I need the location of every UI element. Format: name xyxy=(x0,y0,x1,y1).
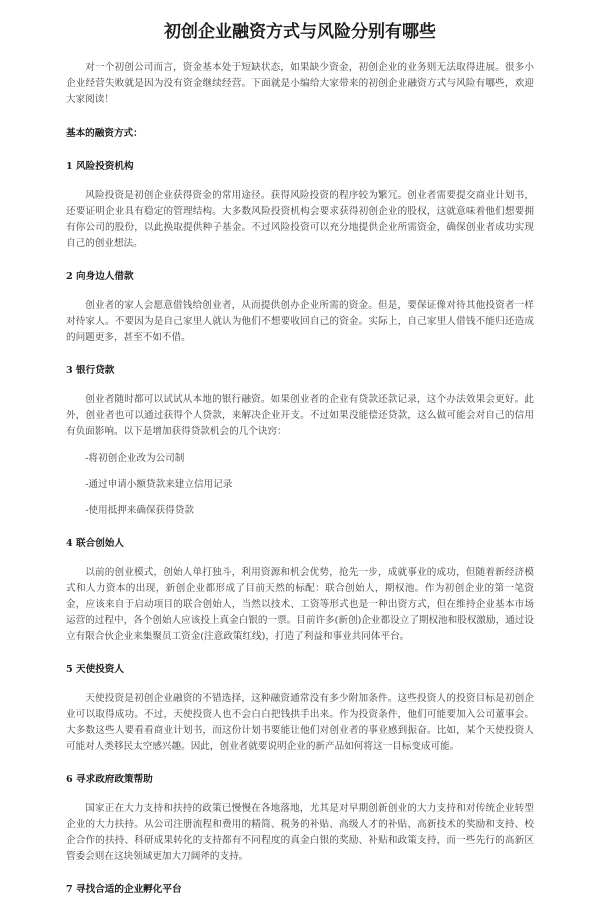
page-title: 初创企业融资方式与风险分别有哪些 xyxy=(164,22,436,42)
list-item: -将初创企业改为公司制 xyxy=(85,453,185,464)
section-co-founders xyxy=(66,536,534,645)
section-body: 天使投资是初创企业融资的不错选择，这种融资通常没有多少附加条件。这些投资人的投资目标是初创企业可以取得成功。不过，天使投资人也不会白白把钱拱手出来。作为投资条件，他们可能要加入公司董事会。大多数这些人要看看商业计划书，而这份计划书要能让他们对创业者的事业感到振奋。比如，某个天使投资人可能对人类移民太空感兴趣。因此，创业者就要说明企业的新产品如何将这一目标变成可能。 xyxy=(66,693,534,752)
section-heading: 3 银行贷款 xyxy=(66,365,115,376)
section-bank-loans xyxy=(66,363,534,519)
section-body: 创业者随时都可以试试从本地的银行融资。如果创业者的企业有贷款还款记录，这个办法效果会更好。此外，创业者也可以通过获得个人贷款，来解决企业开支。不过如果没能偿还贷款，这么做可能会对自己的信用有负面影响。以下是增加获得贷款机会的几个诀窍： xyxy=(66,394,534,437)
section-angel-investors xyxy=(66,662,534,755)
section-heading: 1 风险投资机构 xyxy=(66,161,134,172)
section-body: 风险投资是初创企业获得资金的常用途径。获得风险投资的程序较为繁冗。创业者需要提交商业计划书，还要证明企业具有稳定的管理结构。大多数风险投资机构会要求获得初创企业的股权，这就意味着他们想要拥有你公司的股份，以此换取提供种子基金。不过风险投资可以充分地提供企业所需资金，确保创业者成功实现自己的创业想法。 xyxy=(66,190,534,249)
section-venture-capital xyxy=(66,159,534,252)
list-item: -通过申请小额贷款来建立信用记录 xyxy=(85,479,233,490)
section-heading: 2 向身边人借款 xyxy=(66,271,134,282)
section-heading: 4 联合创始人 xyxy=(66,538,124,549)
section-family-loans xyxy=(66,269,534,346)
section-government-support xyxy=(66,772,534,865)
section-body: 创业者的家人会愿意借钱给创业者，从而提供创办企业所需的资金。但是，要保证像对待其他投资者一样对待家人。不要因为是自己家里人就认为他们不想要收回自己的资金。实际上，自己家里人借钱不能归还造成的问题更多，甚至不如不借。 xyxy=(66,300,534,343)
section-body: 以前的创业模式，创始人单打独斗，利用资源和机会优势，抢先一步，成就事业的成功，但随着新经济模式和人力资本的出现，新创企业都形成了目前天然的标配：联合创始人，期权池。作为初创企业的第一笔资金，应该来自于启动项目的联合创始人，当然以技术、工资等形式也是一种出资方式，但在维持企业基本市场运营的过程中，各个创始人应该投上真金白银的一票。目前许多(新创)企业都设立了期权池和股权激励，通过设立有限合伙企业来集聚员工资金(注意政策红线)，打造了利益和事业共同体平台。 xyxy=(66,567,534,642)
lead-heading: 基本的融资方式： xyxy=(66,128,143,139)
section-body: 国家正在大力支持和扶持的政策已慢慢在各地落地，尤其是对早期创新创业的大力支持和对传统企业转型企业的大力扶持。从公司注册流程和费用的精简、税务的补贴、高级人才的补贴、高新技术的奖励和支持、校企合作的扶持、科研成果转化的支持都有不同程度的真金白银的奖励、补贴和政策支持，而一些先行的高新区管委会则在这块领域更加大刀阔斧的支持。 xyxy=(66,803,534,862)
list-item: -使用抵押来确保获得贷款 xyxy=(85,505,194,516)
section-incubator xyxy=(66,882,534,898)
section-heading: 5 天使投资人 xyxy=(66,664,124,675)
section-heading: 6 寻求政府政策帮助 xyxy=(66,774,153,785)
section-heading: 7 寻找合适的企业孵化平台 xyxy=(66,884,182,895)
intro-paragraph: 对一个初创公司而言，资金基本处于短缺状态，如果缺少资金，初创企业的业务则无法取得进展。很多小企业经营失败就是因为没有资金继续经营。下面就是小编给大家带来的初创企业融资方式与风险有哪些，欢迎大家阅读！ xyxy=(66,62,534,105)
